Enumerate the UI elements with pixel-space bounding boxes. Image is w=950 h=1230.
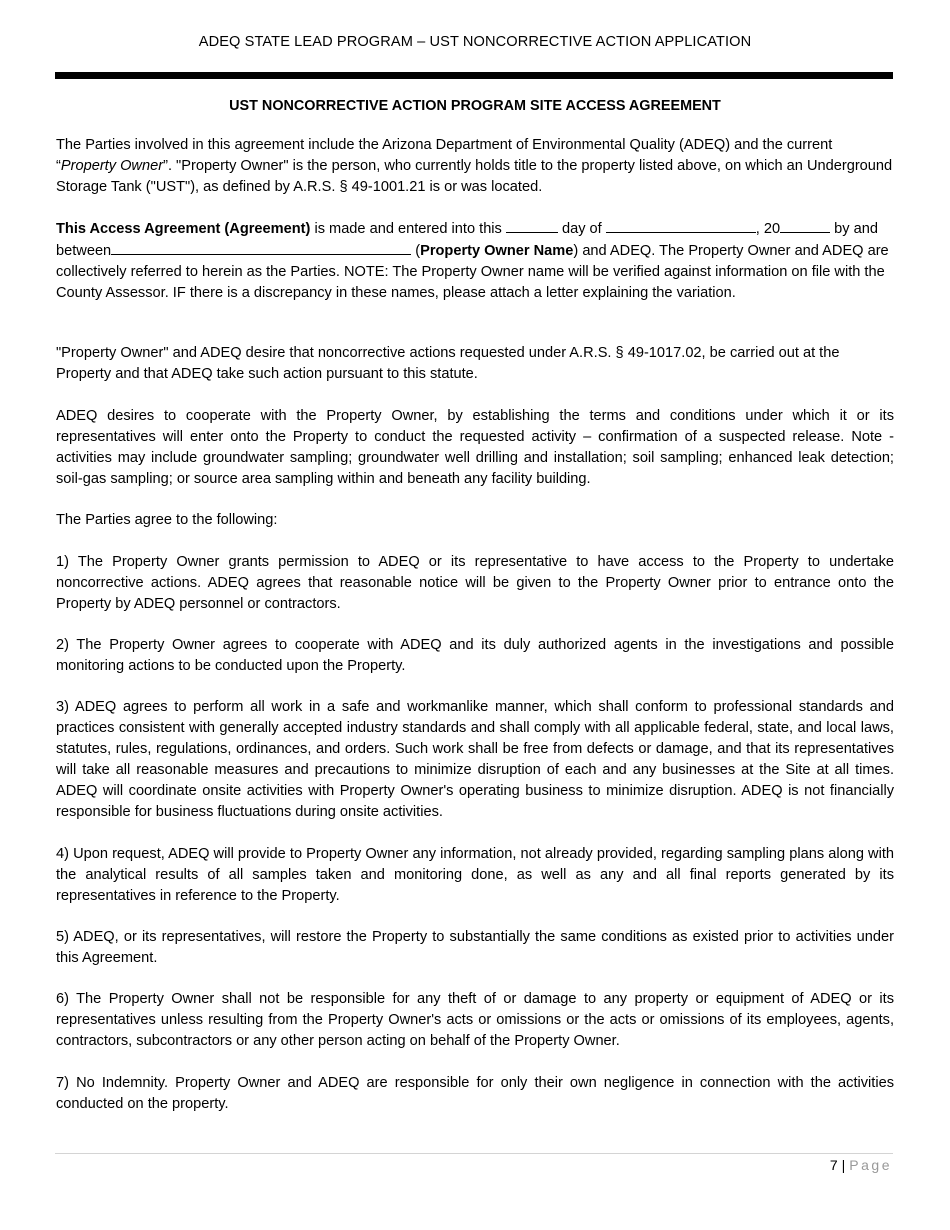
day-blank-field[interactable] [506,218,558,233]
page-footer [830,1157,892,1173]
page-word: Page [849,1157,892,1173]
clause-5: 5) ADEQ, or its representatives, will restore the Property to substantially the same conditions as existed prior to activities under this Agreement. [56,929,894,966]
owner-name-label: Property Owner Name [420,242,574,259]
clause-3: 3) ADEQ agrees to perform all work in a safe and workmanlike manner, which shall conform to professional standards and practices consistent with generally accepted industry standards and shall comply with all applicable federal, state, and local laws, statutes, rules, regulations, ordinances, and orders. Such work shall be free from defects or damage, and that its representatives will take all reasonable measures and precautions to minimize disruption of each and any businesses at the Site at all times. ADEQ will coordinate onsite activities with Property Owner's operating business to minimize disruption. ADEQ is not financially responsible for business fluctuations during onsite activities. [56,699,894,820]
header-divider [55,72,893,79]
month-blank-field[interactable] [606,218,756,233]
footer-divider [55,1153,893,1154]
clause-2: 2) The Property Owner agrees to cooperate with ADEQ and its duly authorized agents in the investigations and possible monitoring actions to be conducted upon the Property. [56,637,894,674]
page-number: 7 [829,1157,838,1173]
footer-separator: | [841,1157,846,1173]
agreement-paragraph: This Access Agreement (Agreement) is made and entered into this day of , 20 by and between (Property Owner Name) and ADEQ. The Property Owner and ADEQ are collectively referred to herein as the Parties. NOTE: The Property Owner name will be verified against information on file with the County Assessor. IF there is a discrepancy in these names, please attach a letter explaining the variation. [56,218,894,304]
clause-7: 7) No Indemnity. Property Owner and ADEQ are responsible for only their own negligence in connection with the activities conducted on the property. [56,1075,894,1112]
agree-intro-paragraph: The Parties agree to the following: [56,512,278,528]
clause-1: 1) The Property Owner grants permission to ADEQ or its representative to have access to the Property to undertake noncorrective actions. ADEQ agrees that reasonable notice will be given to the Property Owner prior to entrance onto the Property by ADEQ personnel or contractors. [56,554,894,612]
desire-paragraph: "Property Owner" and ADEQ desire that noncorrective actions requested under A.R.S. § 49-1017.02, be carried out at the Property and that ADEQ take such action pursuant to this statute. [56,345,840,382]
owner-name-blank-field[interactable] [111,240,411,255]
year-blank-field[interactable] [780,218,830,233]
page-header-title: ADEQ STATE LEAD PROGRAM – UST NONCORRECTIVE ACTION APPLICATION [198,34,752,50]
agreement-lead: This Access Agreement (Agreement) [56,221,311,237]
clause-6: 6) The Property Owner shall not be responsible for any theft of or damage to any property or equipment of ADEQ or its representatives unless resulting from the Property Owner's acts or omissions or the acts or omissions of its employees, agents, contractors, subcontractors or any other person acting on behalf of the Property Owner. [56,991,894,1049]
clause-4: 4) Upon request, ADEQ will provide to Property Owner any information, not already provided, regarding sampling plans along with the analytical results of all samples taken and monitoring done, as well as any and all final reports generated by its representatives in reference to the Property. [56,846,894,904]
document-title: UST NONCORRECTIVE ACTION PROGRAM SITE ACCESS AGREEMENT [229,98,721,114]
property-owner-term: Property Owner [60,157,164,174]
parties-intro-paragraph: The Parties involved in this agreement include the Arizona Department of Environmental Quality (ADEQ) and the current “Property Owner”. "Property Owner" is the person, who currently holds title to the property listed above, on which an Underground Storage Tank ("UST"), as defined by A.R.S. § 49-1001.21 is or was located. [56,137,893,195]
cooperate-paragraph: ADEQ desires to cooperate with the Property Owner, by establishing the terms and conditions under which it or its representatives will enter onto the Property to conduct the requested activity – confirmation of a suspected release. Note - activities may include groundwater sampling; groundwater well drilling and installation; soil sampling; enhanced leak detection; soil-gas sampling; or source area sampling within and beneath any facility building. [56,408,894,487]
